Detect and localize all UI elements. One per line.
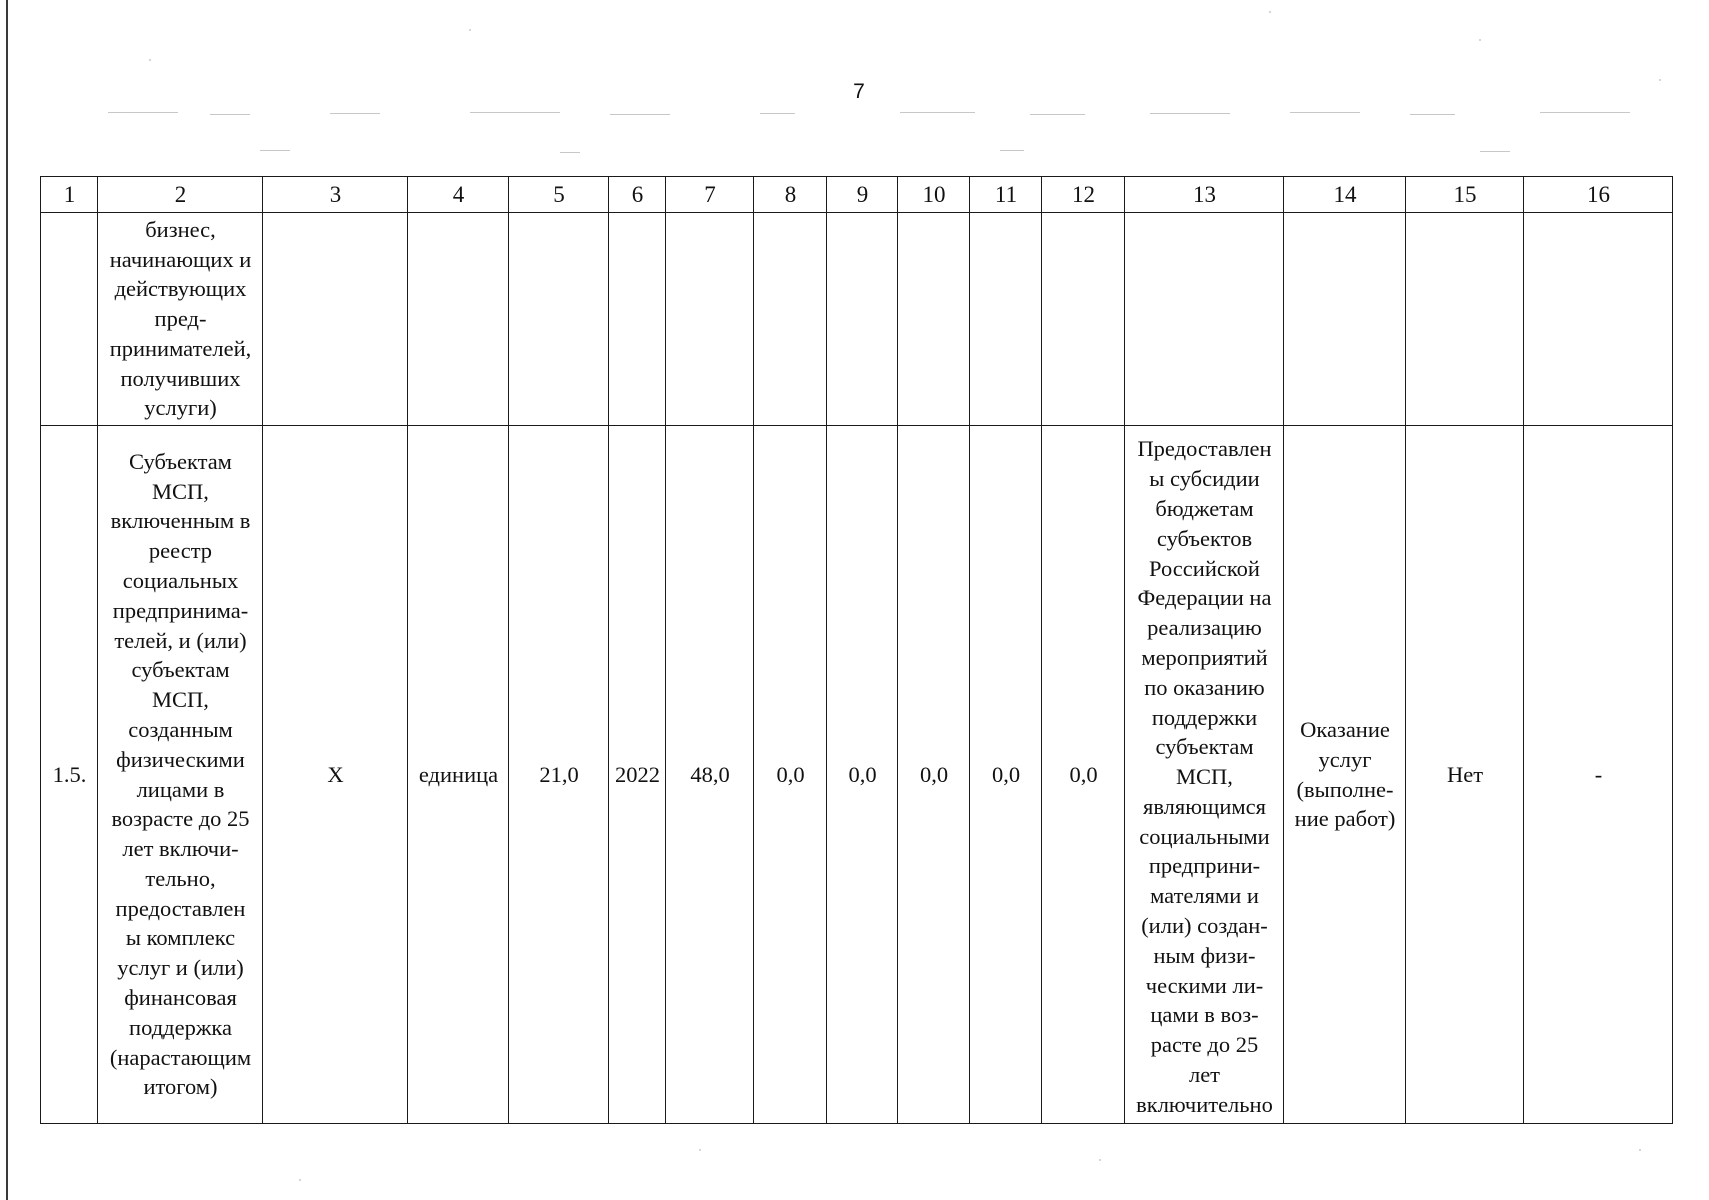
table-cell: [1406, 213, 1524, 426]
table-cell: [609, 213, 666, 426]
result-type: [1284, 426, 1406, 1124]
value-cell: 0,0: [898, 426, 970, 1124]
text-line: (или) создан-: [1141, 913, 1268, 939]
value-cell: 21,0: [509, 426, 609, 1124]
table-cell: [666, 213, 754, 426]
value-cell: 0,0: [970, 426, 1042, 1124]
text-line: социальных: [122, 567, 239, 593]
text-line: предоставлен: [115, 895, 246, 921]
text-line: Федерации на: [1137, 585, 1272, 611]
dash-cell: -: [1524, 426, 1673, 1124]
text-line: физическими: [116, 746, 245, 772]
header-cell: 16: [1524, 177, 1673, 213]
text-line: телей, и (или): [114, 627, 247, 653]
text-line: итогом): [143, 1074, 218, 1100]
text-line: начинающих и: [109, 246, 252, 272]
table-row: [41, 213, 1673, 426]
flag-cell: Нет: [1406, 426, 1524, 1124]
text-line: поддержки: [1151, 704, 1258, 730]
table-cell: [41, 213, 98, 426]
text-line: услуг и (или): [117, 955, 244, 981]
page-edge-line: [6, 0, 8, 1200]
text-line: МСП,: [152, 687, 209, 713]
header-cell: 12: [1042, 177, 1125, 213]
text-line: субъектам: [131, 657, 230, 683]
text-line: лицами в: [136, 776, 225, 802]
text-line: предприни-: [1148, 853, 1261, 879]
text-line: мероприятий: [1141, 644, 1268, 670]
table-cell: [263, 213, 408, 426]
text-line: Предоставлен: [1137, 436, 1272, 462]
table-cell: [408, 213, 509, 426]
text-line: реализацию: [1147, 615, 1262, 641]
text-line: Оказание: [1300, 716, 1390, 742]
text-line: цами в воз-: [1150, 1002, 1259, 1028]
text-line: (выполне-: [1296, 776, 1394, 802]
text-line: созданным: [128, 716, 233, 742]
unit-cell: единица: [408, 426, 509, 1124]
table-cell: [827, 213, 898, 426]
table-cell: [970, 213, 1042, 426]
header-cell: 2: [98, 177, 263, 213]
text-line: получивших: [120, 365, 241, 391]
text-line: мателями и: [1150, 883, 1259, 909]
result-description: [1125, 426, 1284, 1124]
table-row: [41, 426, 1673, 1124]
header-cell: 9: [827, 177, 898, 213]
table-cell: [898, 213, 970, 426]
text-line: пред-: [154, 306, 207, 332]
header-cell: 1: [41, 177, 98, 213]
text-line: Российской: [1149, 555, 1260, 581]
header-cell: 14: [1284, 177, 1406, 213]
text-line: включительно: [1136, 1091, 1273, 1117]
text-line: по оказанию: [1144, 674, 1265, 700]
text-line: являющимся: [1142, 793, 1266, 819]
base-value-cell: Х: [263, 426, 408, 1124]
value-cell: 0,0: [827, 426, 898, 1124]
indicator-name-continued: [98, 213, 263, 426]
text-line: услуг: [1318, 746, 1372, 772]
text-line: бюджетам: [1155, 495, 1254, 521]
text-line: ы комплекс: [125, 925, 236, 951]
header-cell: 11: [970, 177, 1042, 213]
text-line: расте до 25: [1150, 1032, 1259, 1058]
table-cell: [1524, 213, 1673, 426]
text-line: принимателей,: [109, 335, 252, 361]
header-row: [41, 177, 1673, 213]
text-line: реестр: [148, 538, 213, 564]
row-number: 1.5.: [41, 426, 98, 1124]
header-cell: 6: [609, 177, 666, 213]
text-line: Субъектам: [129, 448, 232, 474]
text-line: ние работ): [1294, 806, 1396, 832]
text-line: действующих: [114, 276, 247, 302]
text-line: лет включи-: [122, 836, 239, 862]
header-cell: 7: [666, 177, 754, 213]
text-line: поддержка: [129, 1014, 232, 1040]
header-cell: 5: [509, 177, 609, 213]
value-cell: 0,0: [1042, 426, 1125, 1124]
text-line: предпринима-: [112, 597, 249, 623]
text-line: тельно,: [145, 865, 216, 891]
header-cell: 8: [754, 177, 827, 213]
table-cell: [1125, 213, 1284, 426]
text-line: финансовая: [124, 985, 237, 1011]
header-cell: 4: [408, 177, 509, 213]
text-line: бизнес,: [145, 216, 216, 242]
table-cell: [754, 213, 827, 426]
value-cell: 48,0: [666, 426, 754, 1124]
text-line: МСП,: [152, 478, 209, 504]
text-line: социальными: [1139, 823, 1270, 849]
header-cell: 3: [263, 177, 408, 213]
table-cell: [509, 213, 609, 426]
header-cell: 10: [898, 177, 970, 213]
text-line: возрасте до 25: [111, 806, 250, 832]
indicator-name: [98, 426, 263, 1124]
text-line: МСП,: [1176, 764, 1233, 790]
text-line: ным физи-: [1153, 942, 1256, 968]
text-line: ы субсидии: [1149, 466, 1260, 492]
text-line: включенным в: [110, 508, 251, 534]
text-line: (нарастающим: [109, 1044, 252, 1070]
header-cell: 13: [1125, 177, 1284, 213]
table-cell: [1042, 213, 1125, 426]
text-line: субъектов: [1156, 525, 1253, 551]
value-cell: 0,0: [754, 426, 827, 1124]
text-line: субъектам: [1155, 734, 1254, 760]
text-line: услуги): [144, 395, 217, 421]
text-line: лет: [1188, 1062, 1221, 1088]
table-cell: [1284, 213, 1406, 426]
year-cell: 2022: [609, 426, 666, 1124]
program-indicators-table: [40, 176, 1673, 1124]
page-number: 7: [853, 80, 865, 103]
text-line: ческими ли-: [1145, 972, 1264, 998]
header-cell: 15: [1406, 177, 1524, 213]
